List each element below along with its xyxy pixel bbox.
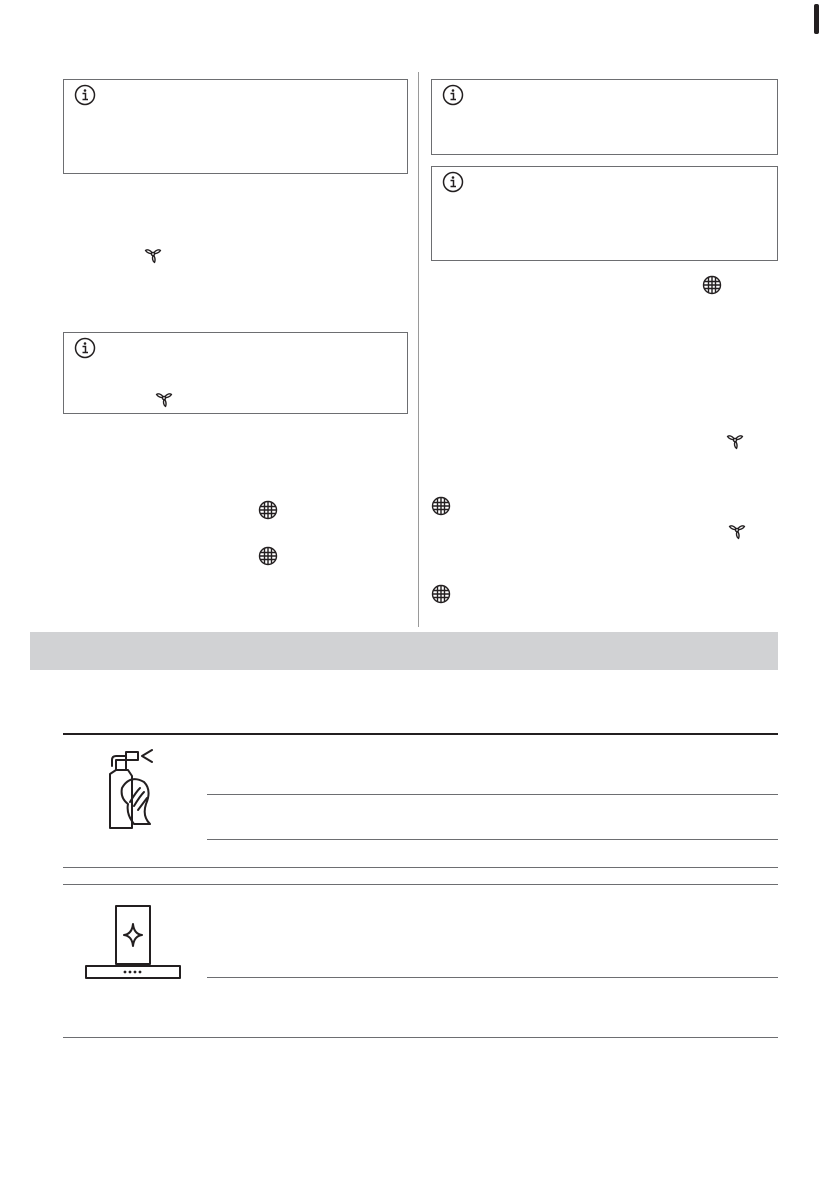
- table-group-rule: [63, 867, 778, 868]
- fan-icon: [725, 430, 745, 450]
- info-box-2: [63, 332, 408, 414]
- section-header-bar: [30, 632, 778, 670]
- hood-sparkle-icon: [84, 904, 182, 982]
- grease-filter-icon: [431, 496, 451, 516]
- table-row-rule: [207, 977, 778, 978]
- info-icon: [74, 84, 96, 106]
- table-top-rule: [63, 733, 778, 735]
- page-edge-mark: [814, 4, 819, 34]
- fan-icon: [727, 520, 747, 540]
- table-row-rule: [207, 839, 778, 840]
- info-icon: [74, 337, 96, 359]
- table-bottom-rule: [63, 1037, 778, 1038]
- info-icon: [442, 171, 464, 193]
- column-divider: [418, 72, 419, 627]
- grease-filter-icon: [431, 584, 451, 604]
- grease-filter-icon: [702, 275, 722, 295]
- info-icon: [442, 84, 464, 106]
- grease-filter-icon: [258, 500, 278, 520]
- info-box-1: [63, 79, 408, 174]
- table-row-rule: [207, 794, 778, 795]
- table-group-rule: [63, 884, 778, 885]
- fan-icon: [154, 388, 174, 408]
- info-box-4: [431, 166, 778, 261]
- fan-icon: [143, 244, 163, 264]
- spray-cloth-icon: [96, 744, 162, 832]
- grease-filter-icon: [258, 546, 278, 566]
- info-box-3: [431, 79, 778, 155]
